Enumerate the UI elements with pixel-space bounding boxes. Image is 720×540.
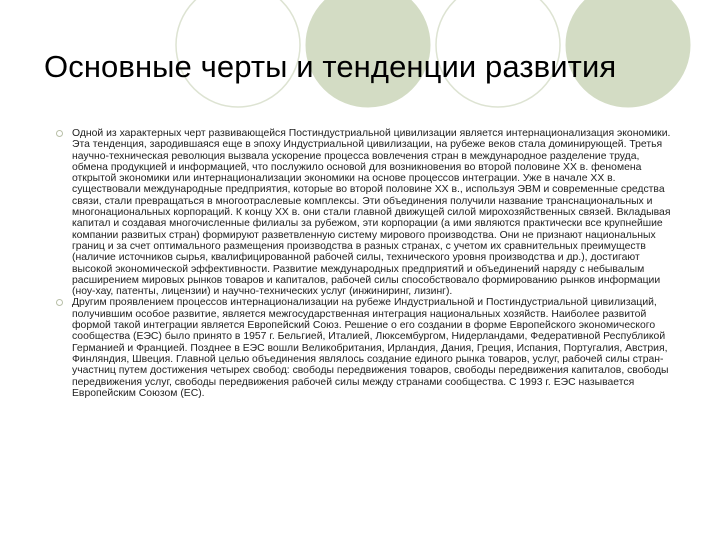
bullet-text-2: Другим проявлением процессов интернационализации на рубеже Индустриальной и Постиндустриальной цивилизаций, получившим особое развитие, является межгосударственная интеграция национальных хозяйств. Наиболее развитой формой такой интеграции является Европейский Союз. Решение о его создании в форме Европейского экономического сообщества (ЕЭС) было принято в 1957 г. Бельгией, Италией, Люксембургом, Нидерландами, Федеративной Республикой Германией и Францией. Позднее в ЕЭС вошли Великобритания, Ирландия, Дания, Греция, Испания, Португалия, Австрия, Финляндия, Швеция. Главной целью объединения являлось создание единого рынка товаров, услуг, рабочей силы стран-участниц путем достижения четырех свобод: свободы передвижения товаров, свободы передвижения капиталов, свободы передвижения услуг, свободы передвижения рабочей силы между странами сообщества. С 1993 г. ЕЭС называется Европейским Союзом (ЕС). (72, 297, 669, 399)
ring-bullet-icon (56, 299, 63, 306)
slide-title: Основные черты и тенденции развития (44, 49, 617, 84)
bullet-text-1: Одной из характерных черт развивающейся Постиндустриальной цивилизации является интернационализация экономики. Эта тенденция, зародившаяся еще в эпоху Индустриальной цивилизации, на рубеже веков стала доминирующей. Третья научно-техническая революция вызвала ускорение процесса вовлечения стран в международное разделение труда, обмена продукцией и информацией, что послужило основой для возникновения во второй половине XX в. феномена открытой экономики или интернационализации экономики на основе процессов интеграции. Уже в начале XX в. существовали международные предприятия, которые во второй половине XX в., используя ЭВМ и современные средства связи, стали превращаться в многоотраслевые комплексы. Эти объединения получили название транснациональных и многонациональных корпораций. К концу XX в. они стали главной движущей силой мирохозяйственных связей. Вкладывая капитал и создавая многочисленные филиалы за рубежом, эти корпорации (а ими являются практически все крупнейшие компании развитых стран) формируют разветвленную систему мирового производства. Они не признают национальных границ и за счет оптимального размещения производства в разных странах, с учетом их сравнительных преимуществ (наличие источников сырья, квалифицированной рабочей силы, технического уровня производства и др.), достигают высокой экономической эффективности. Развитие международных предприятий и объединений наряду с небывалым расширением мировых рынков товаров и капиталов, рабочей силы способствовало формированию рынков информации (ноу-хау, патенты, лицензии) и научно-технических услуг (инжиниринг, лизинг). (72, 128, 671, 298)
bullet-item-2 (58, 297, 678, 399)
ring-bullet-icon (56, 130, 63, 137)
bullet-list (58, 128, 678, 399)
bullet-item-1 (58, 128, 678, 297)
